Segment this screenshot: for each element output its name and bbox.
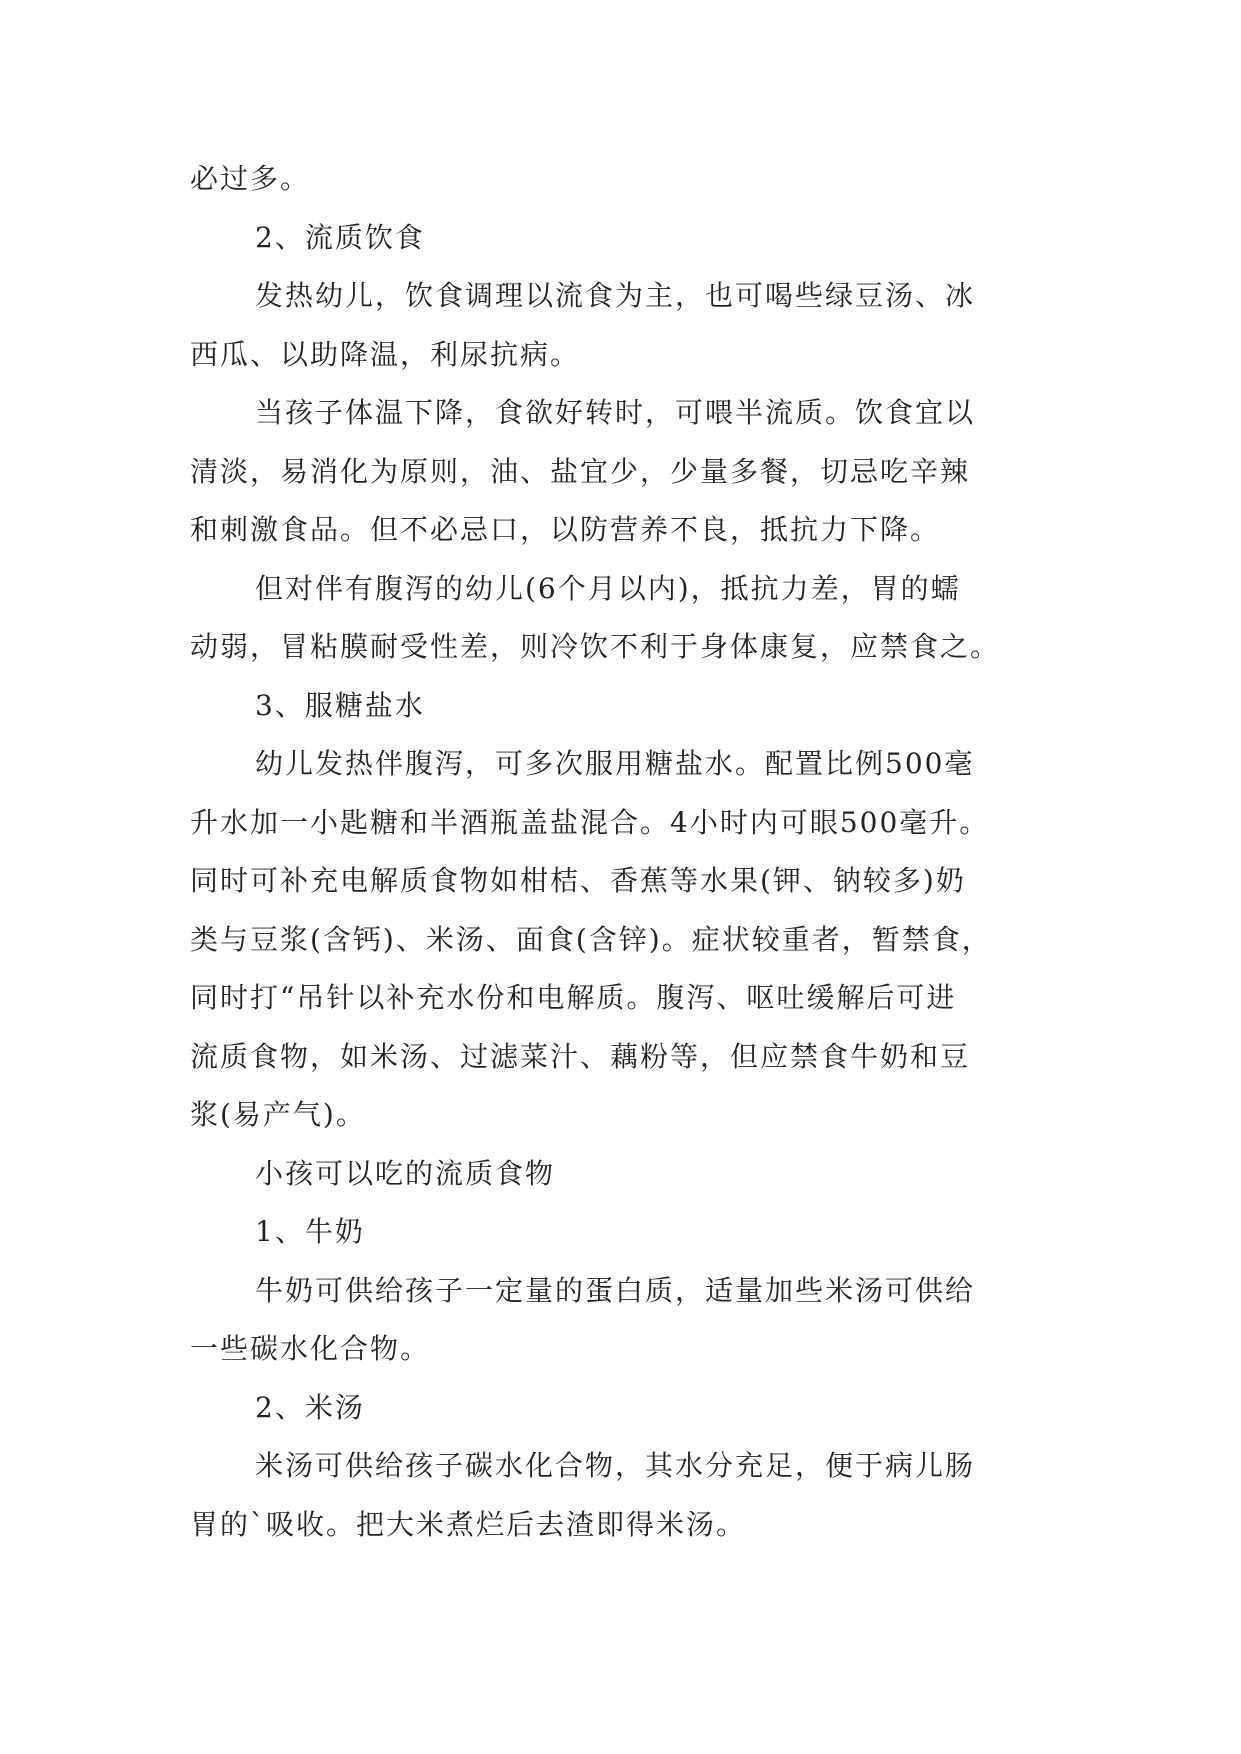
text-line: 流质食物，如米汤、过滤菜汁、藕粉等，但应禁食牛奶和豆 (190, 1039, 971, 1073)
text-line: 同时可补充电解质食物如柑桔、香蕉等水果(钾、钠较多)奶 (190, 864, 966, 897)
text-line: 同时打“吊针以补充水份和电解质。腹泻、呕吐缓解后可进 (190, 981, 957, 1014)
text-line: 西瓜、以助降温，利尿抗病。 (190, 337, 581, 371)
document-page (190, 150, 1055, 1554)
text-line: 浆(易产气)。 (190, 1098, 366, 1131)
section-heading: 2、流质饮食 (255, 220, 425, 254)
text-line: 幼儿发热伴腹泻，可多次服用糖盐水。配置比例500毫 (255, 747, 975, 780)
text-line: 米汤可供给孩子碳水化合物，其水分充足，便于病儿肠 (255, 1449, 976, 1482)
text-line: 一些碳水化合物。 (190, 1332, 431, 1365)
text-line: 当孩子体温下降，食欲好转时，可喂半流质。饮食宜以 (255, 396, 976, 429)
section-heading: 3、服糖盐水 (255, 688, 425, 722)
section-heading: 小孩可以吃的流质食物 (255, 1156, 556, 1190)
text-line: 和刺激食品。但不必忌口，以防营养不良，抵抗力下降。 (190, 513, 941, 546)
text-line: 升水加一小匙糖和半酒瓶盖盐混合。4小时内可眼500毫升。 (190, 805, 990, 839)
section-heading: 2、米汤 (255, 1390, 365, 1424)
text-line: 胃的`吸收。把大米煮烂后去渣即得米汤。 (190, 1507, 747, 1541)
text-line: 类与豆浆(含钙)、米汤、面食(含锌)。症状较重者，暂禁食， (190, 922, 992, 956)
text-line: 发热幼儿，饮食调理以流食为主，也可喝些绿豆汤、冰 (255, 279, 976, 312)
text-line: 动弱，冒粘膜耐受性差，则冷饮不利于身体康复，应禁食之。 (190, 630, 1001, 663)
text-line: 清淡，易消化为原则，油、盐宜少，少量多餐，切忌吃辛辣 (190, 454, 971, 488)
text-line: 牛奶可供给孩子一定量的蛋白质，适量加些米汤可供给 (255, 1273, 976, 1307)
section-heading: 1、牛奶 (255, 1215, 365, 1248)
text-line: 但对伴有腹泻的幼儿(6个月以内)，抵抗力差，胃的蠕 (255, 571, 961, 605)
text-line: 必过多。 (190, 162, 311, 195)
